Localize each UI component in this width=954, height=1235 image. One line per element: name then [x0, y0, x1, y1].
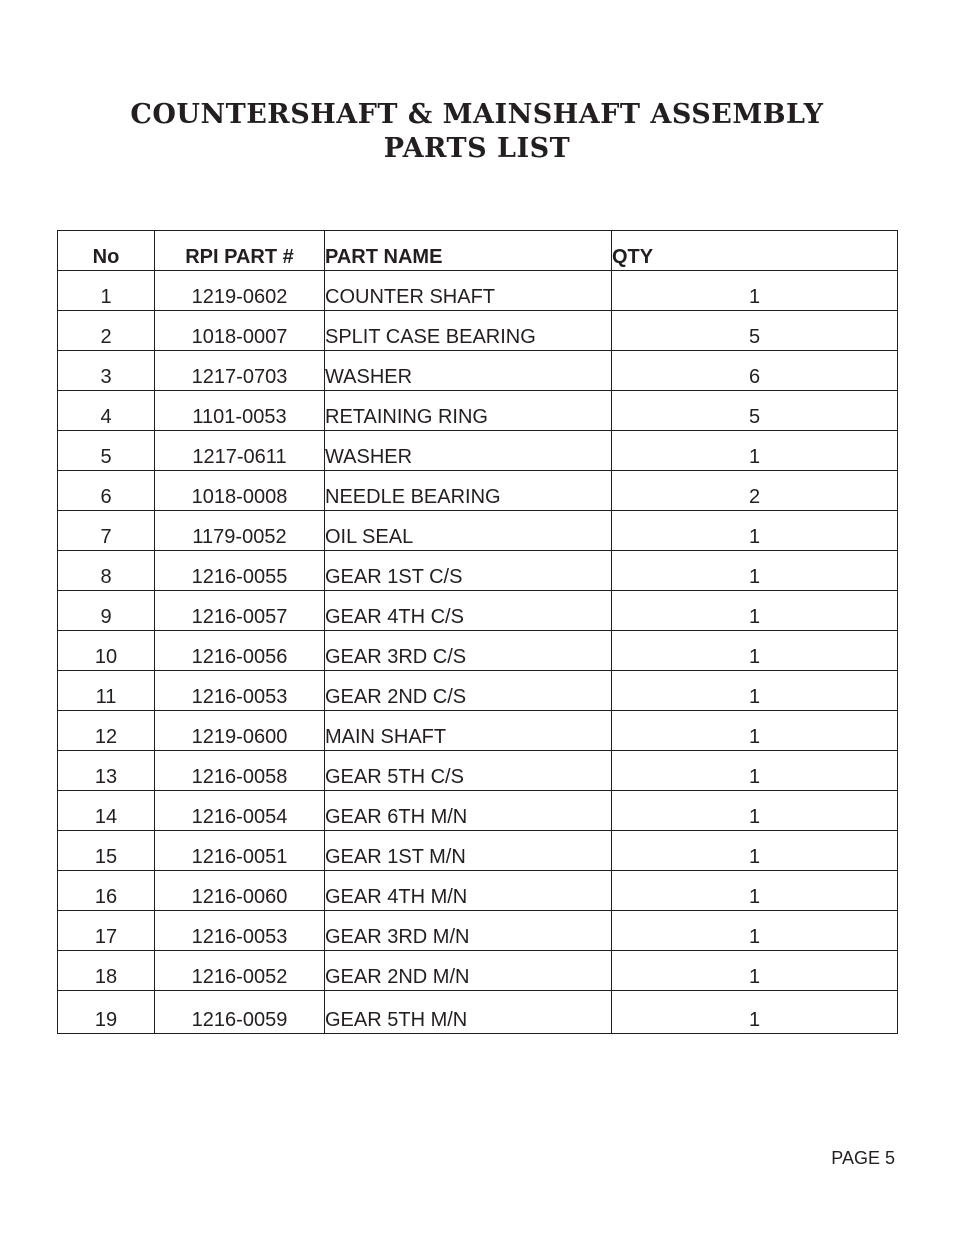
cell-no: 3 [58, 351, 155, 391]
cell-part-name: WASHER [325, 351, 612, 391]
cell-qty: 5 [612, 311, 898, 351]
cell-part-number: 1219-0600 [155, 711, 325, 751]
cell-qty: 1 [612, 751, 898, 791]
table-row [58, 831, 898, 871]
cell-qty: 1 [612, 511, 898, 551]
cell-qty: 1 [612, 631, 898, 671]
table-row [58, 911, 898, 951]
table-row [58, 271, 898, 311]
header-no: No [58, 231, 155, 271]
cell-qty: 1 [612, 791, 898, 831]
table-row [58, 631, 898, 671]
cell-part-number: 1219-0602 [155, 271, 325, 311]
cell-no: 1 [58, 271, 155, 311]
cell-part-name: MAIN SHAFT [325, 711, 612, 751]
cell-no: 5 [58, 431, 155, 471]
cell-part-name: GEAR 3RD C/S [325, 631, 612, 671]
cell-part-name: COUNTER SHAFT [325, 271, 612, 311]
cell-part-number: 1217-0703 [155, 351, 325, 391]
cell-part-name: GEAR 4TH C/S [325, 591, 612, 631]
cell-qty: 1 [612, 591, 898, 631]
page-subtitle: PARTS LIST [383, 133, 571, 164]
cell-no: 9 [58, 591, 155, 631]
cell-no: 18 [58, 951, 155, 991]
table-row [58, 431, 898, 471]
header-qty: QTY [612, 231, 898, 271]
cell-part-number: 1101-0053 [155, 391, 325, 431]
page-number: PAGE 5 [831, 1148, 895, 1168]
cell-part-name: RETAINING RING [325, 391, 612, 431]
cell-qty: 1 [612, 991, 898, 1034]
cell-qty: 1 [612, 431, 898, 471]
cell-no: 2 [58, 311, 155, 351]
cell-no: 10 [58, 631, 155, 671]
table-row [58, 351, 898, 391]
cell-qty: 1 [612, 271, 898, 311]
cell-part-number: 1018-0008 [155, 471, 325, 511]
cell-qty: 5 [612, 391, 898, 431]
cell-part-number: 1216-0052 [155, 951, 325, 991]
cell-no: 6 [58, 471, 155, 511]
cell-qty: 6 [612, 351, 898, 391]
page-title: COUNTERSHAFT & MAINSHAFT ASSEMBLY [130, 99, 824, 130]
cell-qty: 1 [612, 671, 898, 711]
table-row [58, 871, 898, 911]
cell-part-number: 1216-0058 [155, 751, 325, 791]
table-row [58, 671, 898, 711]
header-part-name: PART NAME [325, 231, 612, 271]
cell-qty: 1 [612, 711, 898, 751]
cell-no: 12 [58, 711, 155, 751]
cell-no: 13 [58, 751, 155, 791]
cell-part-number: 1216-0051 [155, 831, 325, 871]
table-row [58, 591, 898, 631]
cell-part-number: 1216-0055 [155, 551, 325, 591]
table-row [58, 991, 898, 1034]
table-row [58, 471, 898, 511]
cell-part-number: 1216-0057 [155, 591, 325, 631]
header-part-number: RPI PART # [155, 231, 325, 271]
table-row [58, 311, 898, 351]
cell-part-number: 1216-0053 [155, 671, 325, 711]
cell-no: 16 [58, 871, 155, 911]
cell-part-name: GEAR 1ST C/S [325, 551, 612, 591]
cell-qty: 1 [612, 551, 898, 591]
cell-part-number: 1216-0054 [155, 791, 325, 831]
cell-part-name: GEAR 5TH C/S [325, 751, 612, 791]
cell-part-name: GEAR 5TH M/N [325, 991, 612, 1034]
cell-part-number: 1216-0059 [155, 991, 325, 1034]
cell-no: 19 [58, 991, 155, 1034]
cell-part-name: GEAR 1ST M/N [325, 831, 612, 871]
cell-qty: 2 [612, 471, 898, 511]
cell-qty: 1 [612, 831, 898, 871]
cell-qty: 1 [612, 911, 898, 951]
table-header-row [58, 231, 898, 271]
cell-no: 7 [58, 511, 155, 551]
cell-no: 4 [58, 391, 155, 431]
cell-part-number: 1018-0007 [155, 311, 325, 351]
cell-no: 11 [58, 671, 155, 711]
cell-part-number: 1216-0056 [155, 631, 325, 671]
cell-part-name: GEAR 3RD M/N [325, 911, 612, 951]
cell-part-name: NEEDLE BEARING [325, 471, 612, 511]
table-row [58, 751, 898, 791]
cell-no: 14 [58, 791, 155, 831]
cell-part-name: WASHER [325, 431, 612, 471]
table-row [58, 951, 898, 991]
cell-part-number: 1216-0053 [155, 911, 325, 951]
cell-part-name: SPLIT CASE BEARING [325, 311, 612, 351]
cell-part-number: 1179-0052 [155, 511, 325, 551]
cell-part-number: 1216-0060 [155, 871, 325, 911]
cell-part-name: GEAR 6TH M/N [325, 791, 612, 831]
cell-part-number: 1217-0611 [155, 431, 325, 471]
table-row [58, 711, 898, 751]
table-row [58, 391, 898, 431]
cell-qty: 1 [612, 871, 898, 911]
cell-part-name: GEAR 2ND C/S [325, 671, 612, 711]
parts-table [57, 230, 898, 1034]
table-row [58, 511, 898, 551]
table-row [58, 551, 898, 591]
cell-part-name: GEAR 4TH M/N [325, 871, 612, 911]
cell-no: 17 [58, 911, 155, 951]
cell-part-name: OIL SEAL [325, 511, 612, 551]
cell-no: 15 [58, 831, 155, 871]
table-row [58, 791, 898, 831]
cell-qty: 1 [612, 951, 898, 991]
cell-part-name: GEAR 2ND M/N [325, 951, 612, 991]
table-body [58, 271, 898, 1034]
cell-no: 8 [58, 551, 155, 591]
